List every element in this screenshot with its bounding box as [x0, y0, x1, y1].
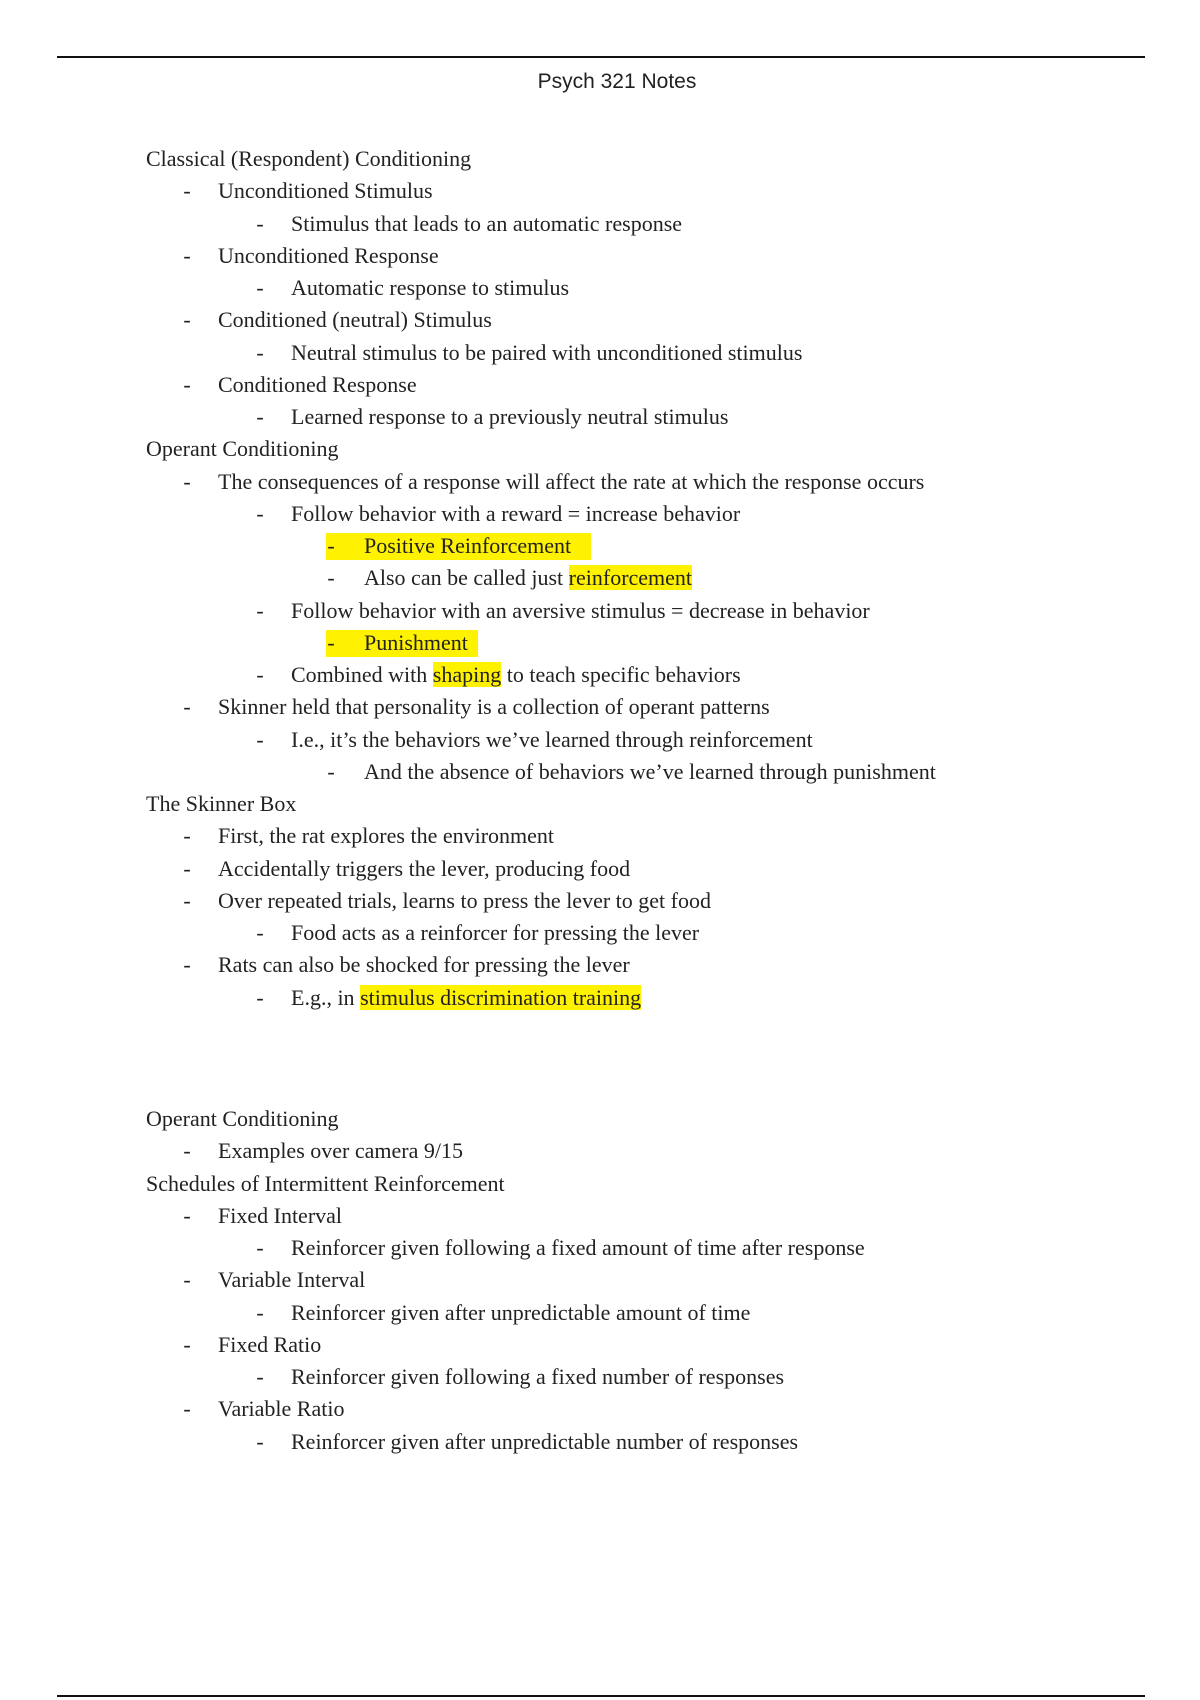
bullet-dash: - [256, 339, 264, 365]
highlighted-term: shaping [432, 662, 502, 687]
list-item: - E.g., in stimulus discrimination training [0, 982, 1200, 1014]
bullet-dash: - [183, 1331, 191, 1357]
bullet-dash: - [256, 1364, 264, 1389]
bullet-dash: - [256, 404, 264, 429]
highlighted-term: reinforcement [568, 565, 693, 591]
bullet-dash: - [256, 726, 264, 752]
list-item: - Reinforcer given following a fixed number of responses [0, 1361, 1200, 1393]
bullet-dash: - [256, 984, 264, 1010]
bullet-dash: - [256, 1235, 264, 1260]
list-item: - Reinforcer given following a fixed amount of time after response [0, 1232, 1200, 1264]
bullet-dash: - [183, 855, 191, 881]
list-item: - Combined with shaping to teach specific behaviors [0, 659, 1200, 691]
heading-schedules: Schedules of Intermittent Reinforcement [146, 1170, 505, 1196]
bullet-dash: - [256, 1428, 264, 1454]
list-item: - Unconditioned Stimulus [0, 175, 1200, 207]
list-item: - Follow behavior with a reward = increase behavior [0, 498, 1200, 530]
list-item: - Stimulus that leads to an automatic response [0, 208, 1200, 240]
list-item: - Accidentally triggers the lever, producing food [0, 853, 1200, 885]
bullet-dash: - [183, 823, 191, 849]
list-item-highlighted: - Punishment [0, 627, 1200, 659]
bullet-dash: - [327, 565, 335, 591]
list-item: - Food acts as a reinforcer for pressing the lever [0, 917, 1200, 949]
list-item: - First, the rat explores the environment [0, 820, 1200, 852]
bullet-dash: - [256, 662, 264, 687]
list-item: - Automatic response to stimulus [0, 272, 1200, 304]
bullet-dash: - [183, 1138, 191, 1164]
heading-operant-conditioning: Operant Conditioning [146, 436, 339, 462]
bullet-dash: - [183, 887, 191, 913]
list-item: - Unconditioned Response [0, 240, 1200, 272]
list-item: - Reinforcer given after unpredictable number of responses [0, 1426, 1200, 1458]
list-item: - And the absence of behaviors we’ve learned through punishment [0, 756, 1200, 788]
bullet-dash: - [256, 210, 264, 236]
bullet-dash: - [256, 275, 264, 300]
list-item: - Conditioned (neutral) Stimulus [0, 304, 1200, 336]
bullet-dash: - [327, 533, 335, 558]
list-item: - The consequences of a response will affect the rate at which the response occurs [0, 466, 1200, 498]
heading-skinner-box: The Skinner Box [146, 791, 297, 816]
list-item: - Fixed Interval [0, 1200, 1200, 1232]
heading-operant-conditioning: Operant Conditioning [146, 1106, 339, 1131]
heading-classical-conditioning: Classical (Respondent) Conditioning [146, 146, 472, 171]
list-item: - Skinner held that personality is a collection of operant patterns [0, 691, 1200, 723]
list-item: - Over repeated trials, learns to press the lever to get food [0, 885, 1200, 917]
bullet-dash: - [183, 1267, 191, 1293]
list-item: - Fixed Ratio [0, 1329, 1200, 1361]
list-item: - Examples over camera 9/15 [0, 1135, 1200, 1167]
bullet-dash: - [256, 500, 264, 526]
list-item: - I.e., it’s the behaviors we’ve learned through reinforcement [0, 724, 1200, 756]
list-item: - Reinforcer given after unpredictable amount of time [0, 1297, 1200, 1329]
list-item: - Neutral stimulus to be paired with unconditioned stimulus [0, 337, 1200, 369]
bullet-dash: - [183, 371, 191, 397]
list-item: - Rats can also be shocked for pressing the lever [0, 949, 1200, 981]
list-item: - Variable Interval [0, 1264, 1200, 1296]
page-title: Psych 321 Notes [537, 70, 697, 93]
bullet-dash: - [327, 758, 335, 784]
bullet-dash: - [183, 1202, 191, 1228]
bullet-dash: - [327, 629, 335, 655]
bullet-dash: - [183, 952, 191, 978]
list-item: - Follow behavior with an aversive stimulus = decrease in behavior [0, 595, 1200, 627]
footer-rule [57, 1695, 1145, 1697]
list-item: - Conditioned Response [0, 369, 1200, 401]
bullet-dash: - [183, 694, 191, 720]
list-item: - Variable Ratio [0, 1393, 1200, 1425]
notes-block-2 [0, 1103, 1200, 1458]
header-rule [57, 56, 1145, 58]
bullet-dash: - [256, 1299, 264, 1325]
bullet-dash: - [256, 920, 264, 945]
highlighted-term: stimulus discrimination training [360, 984, 642, 1010]
notes-block-1 [0, 143, 1200, 1014]
list-item-highlighted: - Positive Reinforcement [0, 530, 1200, 562]
bullet-dash: - [183, 468, 191, 494]
bullet-dash: - [183, 1396, 191, 1422]
bullet-dash: - [183, 242, 191, 268]
bullet-dash: - [183, 307, 191, 333]
list-item: - Also can be called just reinforcement [0, 562, 1200, 594]
bullet-dash: - [256, 597, 264, 623]
list-item: - Learned response to a previously neutral stimulus [0, 401, 1200, 433]
bullet-dash: - [183, 178, 191, 204]
